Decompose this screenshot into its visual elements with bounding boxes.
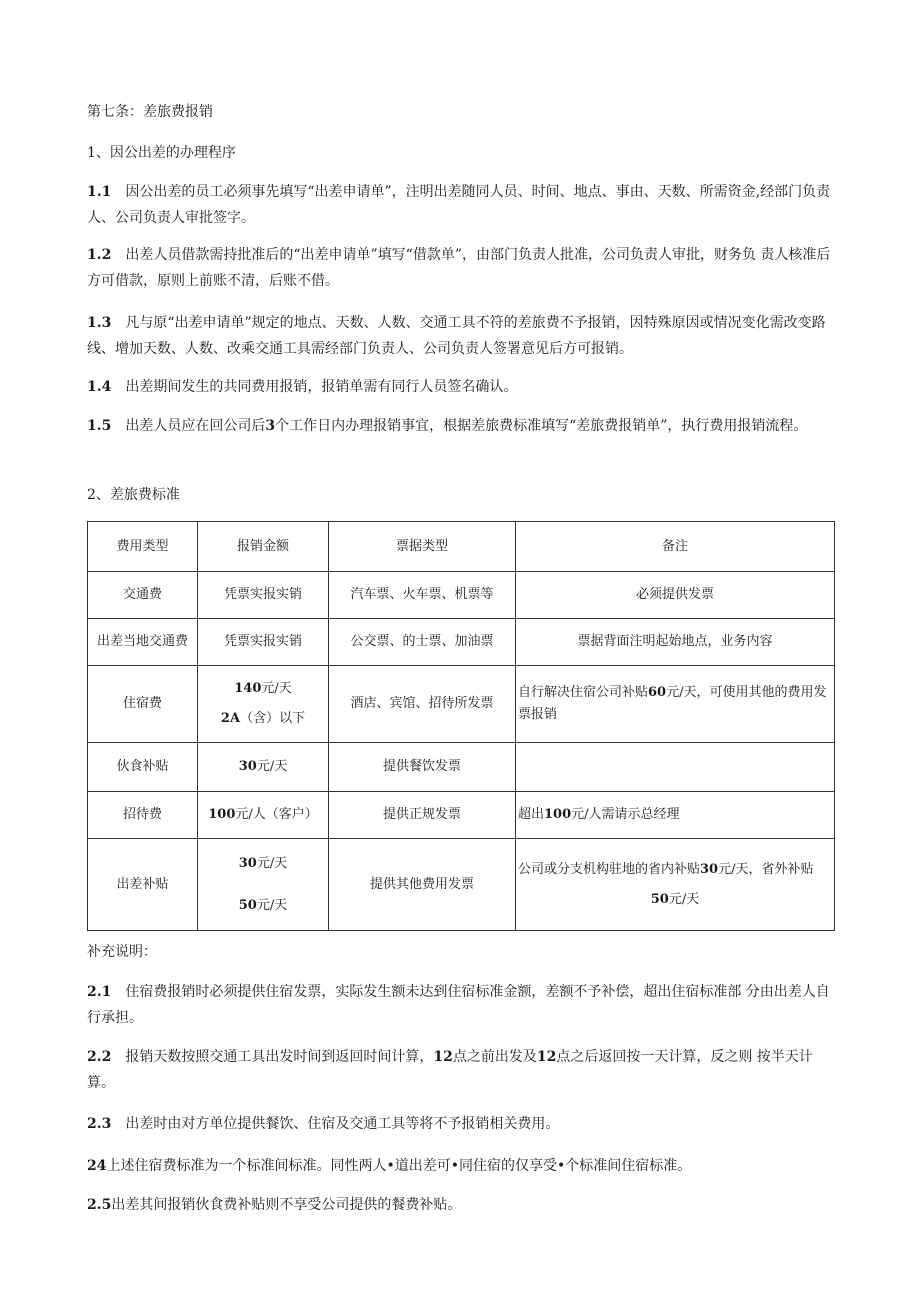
note-cell bbox=[516, 743, 835, 792]
clause-1-2 bbox=[87, 242, 835, 294]
clause-2-2 bbox=[87, 1044, 835, 1096]
amount-unit: 元/天 bbox=[256, 855, 288, 871]
clause-number: 2.3 bbox=[87, 1116, 112, 1132]
table-row bbox=[88, 839, 835, 931]
table-row bbox=[88, 743, 835, 792]
section2-title: 2、差旅费标准 bbox=[87, 487, 180, 503]
receipt-cell: 公交票、的士票、加油票 bbox=[329, 619, 516, 666]
amount-unit: （含）以下 bbox=[240, 711, 306, 726]
clause-text: 出差其间报销伙食费补贴则不享受公司提供的餐费补贴。 bbox=[111, 1197, 462, 1213]
clause-2-5 bbox=[87, 1192, 835, 1218]
clause-number: 1.2 bbox=[87, 247, 112, 263]
clause-text: 出差时由对方单位提供餐饮、住宿及交通工具等将不予报销相关费用。 bbox=[125, 1116, 560, 1132]
note-text: 元/天，可使用其他的费用发票报销 bbox=[518, 685, 827, 722]
note-value: 100 bbox=[544, 807, 572, 822]
clause-text: 出差期间发生的共同费用报销，报销单需有同行人员签名确认。 bbox=[125, 379, 518, 395]
amount-unit: 元/天 bbox=[256, 759, 288, 774]
receipt-cell: 提供餐饮发票 bbox=[329, 743, 516, 792]
amount-value: 30 bbox=[238, 855, 257, 871]
header-cell: 票据类型 bbox=[329, 522, 516, 572]
clause-number: 2.5 bbox=[87, 1197, 112, 1213]
note-text: 公司或分支机构驻地的省内补贴 bbox=[518, 861, 701, 877]
note-cell: 必须提供发票 bbox=[516, 572, 835, 619]
clause-hour: 12 bbox=[433, 1049, 453, 1065]
amount-cell bbox=[198, 743, 329, 792]
clause-text: 因公出差的员工必须事先填写“出差申请单”，注明出差随同人员、时间、地点、事由、天数、所需资金,经部门负责人、公司负责人审批签字。 bbox=[87, 184, 831, 226]
clause-number: 1.4 bbox=[87, 379, 112, 395]
clause-number: 2.1 bbox=[87, 984, 112, 1000]
clause-text: 个工作日内办理报销事宜，根据差旅费标准填写“差旅费报销单”，执行费用报销流程。 bbox=[275, 418, 808, 434]
travel-expense-standard-table bbox=[87, 521, 835, 931]
note-text: 元/天，省外补贴 bbox=[718, 861, 814, 877]
clause-2-3 bbox=[87, 1111, 835, 1137]
header-cell: 费用类型 bbox=[88, 522, 198, 572]
receipt-cell: 酒店、宾馆、招待所发票 bbox=[329, 666, 516, 743]
amount-value: 50 bbox=[238, 897, 257, 913]
clause-2-4 bbox=[87, 1153, 835, 1179]
table-row bbox=[88, 792, 835, 839]
clause-number: 1.5 bbox=[87, 418, 112, 434]
clause-hour: 12 bbox=[536, 1049, 557, 1065]
amount-value: 140 bbox=[234, 681, 262, 696]
table-row bbox=[88, 666, 835, 743]
amount-cell bbox=[198, 839, 329, 931]
amount-cell: 凭票实报实销 bbox=[198, 619, 329, 666]
clause-text: 报销天数按照交通工具出发时间到返回时间计算， bbox=[125, 1049, 434, 1065]
type-cell: 交通费 bbox=[88, 572, 198, 619]
receipt-cell: 提供正规发票 bbox=[329, 792, 516, 839]
header-cell: 报销金额 bbox=[198, 522, 329, 572]
note-text: 自行解决住宿公司补贴 bbox=[518, 685, 649, 700]
clause-text: 点之后返回按一天计算，反之则 按半天计算。 bbox=[87, 1049, 813, 1091]
amount-cell bbox=[198, 666, 329, 743]
amount-value: 100 bbox=[208, 807, 236, 822]
clause-1-4 bbox=[87, 374, 835, 400]
note-value: 30 bbox=[700, 861, 719, 877]
clause-number: 24 bbox=[87, 1158, 107, 1174]
note-value: 50 bbox=[650, 891, 669, 907]
note-cell: 票据背面注明起始地点，业务内容 bbox=[516, 619, 835, 666]
type-cell: 住宿费 bbox=[88, 666, 198, 743]
amount-unit: 元/人（客户） bbox=[235, 807, 318, 822]
clause-2-1 bbox=[87, 979, 835, 1031]
clause-text: 出差人员借款需持批准后的“出差申请单”填写“借款单”，由部门负责人批准，公司负责人审批，财务负 责人核准后方可借款，原则上前账不清，后账不借。 bbox=[87, 247, 831, 289]
clause-days: 3 bbox=[265, 418, 276, 434]
clause-1-5 bbox=[87, 413, 835, 439]
table-row bbox=[88, 572, 835, 619]
note-cell bbox=[516, 792, 835, 839]
table-row bbox=[88, 619, 835, 666]
clause-text: 出差人员应在回公司后 bbox=[125, 418, 266, 434]
note-text: 元/人需请示总经理 bbox=[571, 807, 680, 822]
section1-title: 1、因公出差的办理程序 bbox=[87, 145, 236, 161]
type-cell: 伙食补贴 bbox=[88, 743, 198, 792]
amount-unit: 元/天 bbox=[256, 897, 288, 913]
clause-text: 住宿费报销时必须提供住宿发票，实际发生额未达到住宿标准金额，差额不予补偿，超出住宿标准部 分由出差人自行承担。 bbox=[87, 984, 830, 1026]
clause-1-1 bbox=[87, 179, 835, 231]
type-cell: 出差当地交通费 bbox=[88, 619, 198, 666]
article-title: 第七条：差旅费报销 bbox=[87, 104, 213, 120]
clause-text: 点之前出发及 bbox=[452, 1049, 537, 1065]
clause-text: 上述住宿费标准为一个标准间标准。同性两人•道出差可•同住宿的仅享受•个标准间住宿标准。 bbox=[106, 1158, 692, 1174]
clause-1-3 bbox=[87, 310, 835, 362]
clause-text: 凡与原“出差申请单”规定的地点、天数、人数、交通工具不符的差旅费不予报销，因特殊原因或情况变化需改变路线、增加天数、人数、改乘交通工具需经部门负责人、公司负责人签署意见后方可报销。 bbox=[87, 315, 826, 357]
amount-unit: 元/天 bbox=[261, 681, 292, 696]
type-cell: 招待费 bbox=[88, 792, 198, 839]
note-text: 超出 bbox=[518, 807, 545, 822]
clause-number: 2.2 bbox=[87, 1049, 112, 1065]
note-value: 60 bbox=[648, 685, 667, 700]
header-cell: 备注 bbox=[516, 522, 835, 572]
note-cell bbox=[516, 839, 835, 931]
note-cell bbox=[516, 666, 835, 743]
type-cell: 出差补贴 bbox=[88, 839, 198, 931]
amount-cell: 凭票实报实销 bbox=[198, 572, 329, 619]
receipt-cell: 提供其他费用发票 bbox=[329, 839, 516, 931]
amount-value: 2A bbox=[220, 711, 241, 726]
clause-number: 1.3 bbox=[87, 315, 112, 331]
amount-cell bbox=[198, 792, 329, 839]
note-text: 元/天 bbox=[668, 891, 700, 907]
clause-number: 1.1 bbox=[87, 184, 112, 200]
supplement-title: 补充说明： bbox=[87, 944, 157, 960]
amount-value: 30 bbox=[238, 759, 257, 774]
table-header-row bbox=[88, 522, 835, 572]
receipt-cell: 汽车票、火车票、机票等 bbox=[329, 572, 516, 619]
